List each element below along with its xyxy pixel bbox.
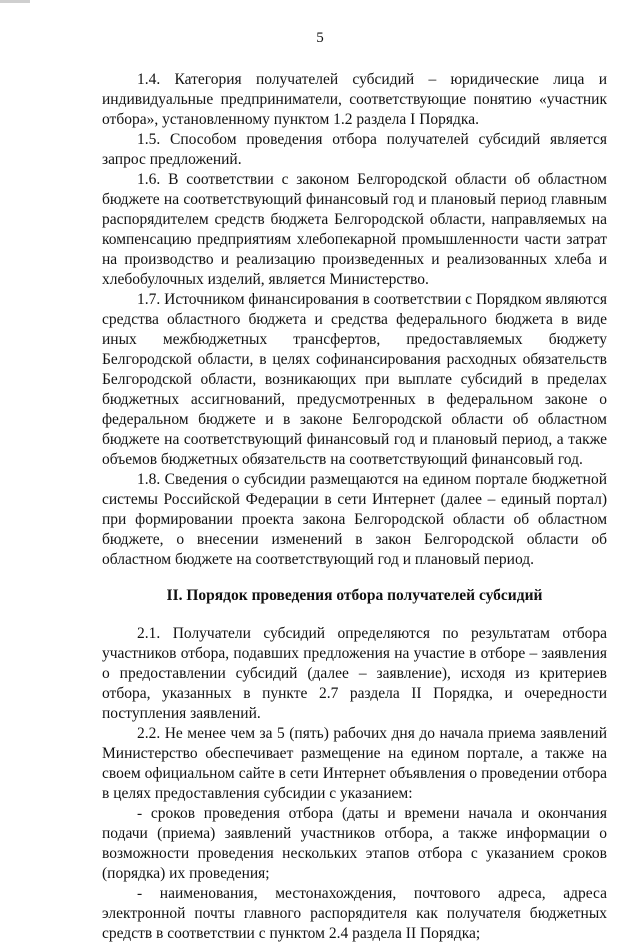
paragraph-1-7: 1.7. Источником финансирования в соответствии с Порядком являются средства областного бюджета и средства федерального бюджета в виде иных межбюджетных трансфертов, предоставляемых бюджету Белгородской области, в целях софинансирования расходных обязательств Белгородской области, возникающих при выплате субсидий в пределах бюджетных ассигнований, предусмотренных в федеральном законе о федеральном бюджете и в законе Белгородской области об областном бюджете на соответствующий финансовый год и плановый период, а также объемов бюджетных обязательств на соответствующий финансовый год. <box>102 291 607 468</box>
paragraph-1-6: 1.6. В соответствии с законом Белгородской области об областном бюджете на соответствующий финансовый год и плановый период главным распорядителем средств бюджета Белгородской области, направляемых на компенсацию предприятиям хлебопекарной промышленности части затрат на производство и реализацию произведенных и реализованных хлеба и хлебобулочных изделий, является Министерство. <box>102 171 607 288</box>
paragraph-2-2: 2.2. Не менее чем за 5 (пять) рабочих дня до начала приема заявлений Министерство обеспечивает размещение на едином портале, а также на своем официальном сайте в сети Интернет объявления о проведении отбора в целях предоставления субсидии с указанием: <box>102 725 607 802</box>
list-item-contacts: - наименования, местонахождения, почтового адреса, адреса электронной почты главного распорядителя как получателя бюджетных средств в соответствии с пунктом 2.4 раздела II Порядка; <box>102 885 607 942</box>
scan-corner-mark <box>0 0 30 3</box>
paragraph-2-1: 2.1. Получатели субсидий определяются по результатам отбора участников отбора, подавших предложения на участие в отборе – заявления о предоставлении субсидий (далее – заявление), исходя из критериев отбора, указанных в пункте 2.7 раздела II Порядка, и очередности поступления заявлений. <box>102 625 607 722</box>
paragraph-1-4: 1.4. Категория получателей субсидий – юридические лица и индивидуальные предприниматели, соответствующие понятию «участник отбора», установленному пунктом 1.2 раздела I Порядка. <box>102 71 607 128</box>
section-heading: II. Порядок проведения отбора получателей субсидий <box>166 587 543 604</box>
page-number: 5 <box>316 30 324 46</box>
paragraph-1-8: 1.8. Сведения о субсидии размещаются на едином портале бюджетной системы Российской Федерации в сети Интернет (далее – единый портал) при формировании проекта закона Белгородской области об областном бюджете, о внесении изменений в закон Белгородской области об областном бюджете на соответствующий год и плановый период. <box>102 471 607 568</box>
list-item-deadlines: - сроков проведения отбора (даты и времени начала и окончания подачи (приема) заявлений участников отбора, а также информации о возможности проведения нескольких этапов отбора с указанием сроков (порядка) их проведения; <box>102 805 607 882</box>
document-body <box>102 70 607 944</box>
paragraph-1-5: 1.5. Способом проведения отбора получателей субсидий является запрос предложений. <box>102 131 607 168</box>
